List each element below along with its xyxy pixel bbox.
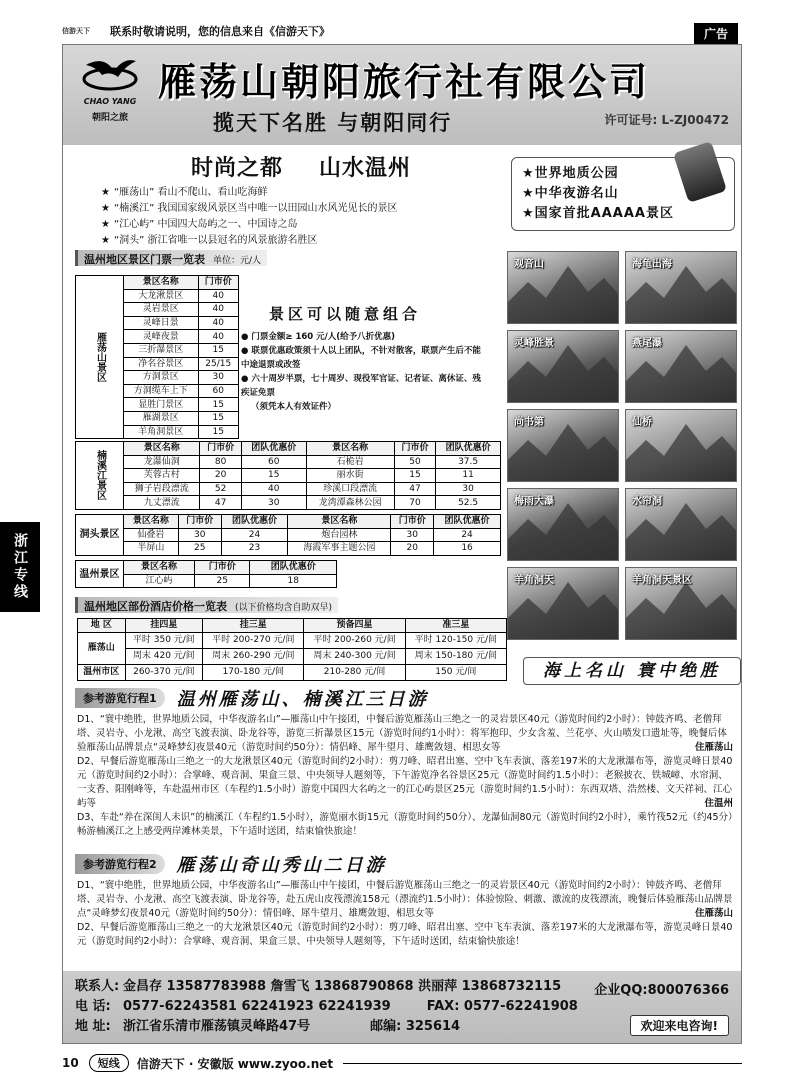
table-cell: 三折瀑景区 bbox=[124, 343, 199, 357]
photo-label: 燕尾瀑 bbox=[632, 338, 662, 349]
contact-tel bbox=[75, 997, 729, 1017]
hotel-title-text: 温州地区部份酒店价格一览表 bbox=[84, 600, 227, 613]
star-icon: ★ bbox=[101, 235, 110, 246]
table-cell: 大龙湫景区 bbox=[124, 289, 199, 303]
area-label: 温州景区 bbox=[76, 561, 124, 588]
table-cell: 24 bbox=[221, 528, 288, 542]
itinerary1-tag: 参考游览行程1 bbox=[75, 688, 165, 708]
table-row bbox=[76, 528, 501, 542]
table-cell: 25 bbox=[195, 574, 250, 588]
combo-notice bbox=[241, 303, 489, 463]
area-label: 雁荡山景区 bbox=[76, 276, 124, 439]
table-header: 门市价 bbox=[178, 515, 221, 529]
table-cell: 11 bbox=[436, 469, 501, 483]
itinerary1-title bbox=[75, 687, 429, 709]
feature-item bbox=[101, 185, 398, 201]
photo-label: 灵峰胜景 bbox=[514, 338, 554, 349]
hotel-area: 雁荡山 bbox=[78, 632, 126, 664]
ad-label: 广告 bbox=[694, 23, 738, 44]
table-header: 门市价 bbox=[200, 442, 241, 456]
swallow-icon bbox=[80, 51, 140, 93]
footer-rule bbox=[343, 1063, 742, 1064]
hotel-cell: 平时 120-150 元/间 bbox=[405, 632, 506, 648]
table-cell: 方洞景区 bbox=[124, 371, 199, 385]
table-cell: 40 bbox=[241, 482, 306, 496]
itinerary2-heading: 雁荡山奇山秀山二日游 bbox=[176, 855, 387, 876]
scenic-photo bbox=[625, 251, 737, 324]
table-cell: 60 bbox=[241, 455, 306, 469]
photo-label: 观音山 bbox=[514, 259, 544, 270]
table-cell: 25 bbox=[178, 542, 221, 556]
section-tag: 短线 bbox=[89, 1054, 129, 1072]
table-header: 团队优惠价 bbox=[241, 442, 306, 456]
stay-location: 住雁荡山 bbox=[694, 908, 733, 919]
ad-frame bbox=[62, 44, 742, 1044]
table-cell: 九丈漂流 bbox=[124, 496, 200, 510]
table-header: 门市价 bbox=[394, 442, 435, 456]
hotel-cell: 平时 350 元/间 bbox=[125, 632, 203, 648]
photo-label: 海龟出海 bbox=[632, 259, 672, 270]
top-notice: 联系时敬请说明，您的信息来自《信游天下》 bbox=[110, 25, 330, 38]
feature-text: “楠溪江” 我国国家级风景区当中唯一以田园山水风光见长的景区 bbox=[113, 203, 398, 214]
table-cell: 18 bbox=[250, 574, 337, 588]
table-cell: 灵峰夜景 bbox=[124, 330, 199, 344]
table-cell: 30 bbox=[241, 496, 306, 510]
itinerary-text: D2、早餐后游览雁荡山三绝之一的大龙湫景区40元（游览时间约2小时）：剪刀峰、昭君出塞、空中飞车表演、落差197米的大龙湫瀑布等，游览灵峰日景40元（游览时间约2小时）：合掌峰、观音洞、果盒三景、中央领导人题刻等，下午适时送团，结束愉快旅途！ bbox=[77, 922, 733, 947]
scenic-photo bbox=[507, 567, 619, 640]
feature-text: “江心屿” 中国四大岛屿之一、中国诗之岛 bbox=[113, 219, 298, 230]
feature-item bbox=[101, 233, 398, 249]
table-cell: 灵峰日景 bbox=[124, 316, 199, 330]
table-cell: 狮子岩段漂流 bbox=[124, 482, 200, 496]
nanxi-ticket-table bbox=[75, 441, 501, 510]
contact-addr-text: 浙江省乐清市雁荡镇灵峰路47号 bbox=[123, 1019, 311, 1034]
contact-tel-text: 0577-62243581 62241923 62241939 bbox=[123, 999, 391, 1014]
scenic-photo bbox=[625, 409, 737, 482]
welcome-button: 欢迎来电咨询! bbox=[630, 1015, 729, 1036]
headline-left: 时尚之都 bbox=[191, 156, 284, 181]
itinerary-text: D2、早餐后游览雁荡山三绝之一的大龙湫景区40元（游览时间约2小时）：剪刀峰、昭君出塞、空中飞车表演、落差197米的大龙湫瀑布等，游览灵峰日景40元（游览时间约2小时）：合掌峰、观音洞、果盒三景、中央领导人题刻等，下午游览净名谷景区25元（游览时间约1.5小时）：老猴披衣、铁城嶂、水帘洞、一支香、阳刚峰等，车赴温州市区（车程约1.5小时）游览中国四大名屿之一的江心屿景区25元（游览时间约1.5小时）：东西双塔、浩然楼、文天祥祠、江心屿等 bbox=[77, 756, 733, 809]
itinerary-text: D1、“寰中绝胜，世界地质公园，中华夜游名山”—雁荡山中午接团，中餐后游览雁荡山三绝之一的灵岩景区40元（游览时间约2小时）：钟鼓齐鸣、老僧拜塔、灵岩寺、小龙湫、高空飞渡表演、卧龙谷等，游览三折瀑景区15元（游览时间约1小时）：将军抱印、少女含羞、兰花亭、火山喷发口遗址等，晚餐后体验雁荡山品牌景点“灵峰梦幻夜景40元（游览时间约50分）：情侣峰、犀牛望月、雄鹰敛翅、相思女等 bbox=[77, 714, 727, 753]
table-cell: 40 bbox=[198, 303, 238, 317]
headline-right: 山水温州 bbox=[319, 156, 412, 181]
itinerary-day bbox=[77, 811, 733, 839]
area-label: 楠溪江景区 bbox=[76, 442, 124, 510]
page-footer bbox=[62, 1052, 742, 1074]
table-row bbox=[78, 664, 507, 680]
table-cell: 灵岩景区 bbox=[124, 303, 199, 317]
hotel-section-title bbox=[75, 597, 338, 613]
table-header: 景区名称 bbox=[124, 276, 199, 290]
logo-chinese: 朝阳之旅 bbox=[91, 113, 128, 123]
hotel-cell: 周末 150-180 元/间 bbox=[405, 648, 506, 664]
table-row bbox=[76, 455, 501, 469]
table-header: 门市价 bbox=[198, 276, 238, 290]
table-cell: 15 bbox=[241, 469, 306, 483]
contact-block bbox=[63, 971, 741, 1043]
scenic-photo bbox=[507, 330, 619, 403]
table-header: 团队优惠价 bbox=[221, 515, 288, 529]
dongtou-ticket-table bbox=[75, 514, 501, 556]
table-row bbox=[78, 632, 507, 648]
table-cell: 80 bbox=[200, 455, 241, 469]
table-row bbox=[78, 619, 507, 633]
table-cell: 47 bbox=[394, 482, 435, 496]
itinerary-day bbox=[77, 921, 733, 949]
honor-badge bbox=[511, 157, 735, 231]
table-cell: 23 bbox=[221, 542, 288, 556]
table-header: 景区名称 bbox=[124, 561, 195, 575]
table-cell: 15 bbox=[198, 343, 238, 357]
table-cell: 净名谷景区 bbox=[124, 357, 199, 371]
table-row bbox=[76, 496, 501, 510]
itinerary1-body bbox=[77, 713, 733, 839]
table-header: 门市价 bbox=[195, 561, 250, 575]
feature-text: “洞头” 浙江省唯一以县冠名的风景旅游名胜区 bbox=[113, 235, 318, 246]
table-cell: 15 bbox=[198, 398, 238, 412]
table-cell: 丽水街 bbox=[306, 469, 394, 483]
table-cell: 70 bbox=[394, 496, 435, 510]
table-cell: 龙湾潭森林公园 bbox=[306, 496, 394, 510]
table-cell: 30 bbox=[198, 371, 238, 385]
contact-people-text: 金昌存 13587783988 詹雪飞 13868790868 洪丽萍 13868732115 bbox=[123, 979, 562, 994]
itinerary2-body bbox=[77, 879, 733, 949]
table-row bbox=[76, 515, 501, 529]
table-header: 景区名称 bbox=[124, 442, 200, 456]
side-tab: 浙江专线 bbox=[0, 522, 40, 612]
table-row bbox=[76, 561, 337, 575]
table-cell: 15 bbox=[198, 425, 238, 439]
slogan: 揽天下名胜 与朝阳同行 bbox=[213, 110, 453, 135]
logo-english: CHAO YANG bbox=[83, 97, 137, 106]
hotel-header: 准三星 bbox=[405, 619, 506, 633]
hotel-header: 挂三星 bbox=[203, 619, 304, 633]
star-icon: ★ bbox=[101, 219, 110, 230]
scenic-photo bbox=[507, 251, 619, 324]
stay-location: 住雁荡山 bbox=[694, 742, 733, 753]
hotel-area: 温州市区 bbox=[78, 664, 126, 680]
scenic-photo bbox=[625, 488, 737, 561]
top-bar bbox=[62, 20, 742, 42]
label: 地 址: bbox=[75, 1019, 111, 1034]
itinerary1-heading: 温州雁荡山、楠溪江三日游 bbox=[176, 689, 429, 710]
table-row bbox=[76, 442, 501, 456]
header-banner bbox=[63, 45, 741, 145]
contact-postcode: 邮编: 325614 bbox=[370, 1019, 461, 1034]
brand-logo: 信游天下 bbox=[62, 27, 90, 35]
company-name: 雁荡山朝阳旅行社有限公司 bbox=[158, 59, 651, 104]
table-row bbox=[76, 542, 501, 556]
table-cell: 50 bbox=[394, 455, 435, 469]
combo-note: （须凭本人有效证件） bbox=[251, 402, 337, 412]
stay-location: 住温州 bbox=[704, 798, 733, 809]
wenzhou-ticket-table bbox=[75, 560, 337, 588]
table-cell: 海霞军事主题公园 bbox=[288, 542, 391, 556]
ticket-section-title bbox=[75, 250, 267, 266]
itinerary-text: D1、“寰中绝胜，世界地质公园，中华夜游名山”—雁荡山中午接团，中餐后游览雁荡山三绝之一的灵岩景区40元（游览时间约2小时）：钟鼓齐鸣、老僧拜塔、灵岩寺、小龙湫、高空飞渡表演、卧龙谷等，赴五虎山皮筏漂流158元（漂流约1.5小时）：体验惊险、刺激、激流的皮筏漂流，晚餐后体验雁荡山品牌景点“灵峰梦幻夜景40元（游览时间约50分）：情侣峰、犀牛望月、雄鹰敛翅、相思女等 bbox=[77, 880, 733, 919]
badge-line: ★中华夜游名山 bbox=[522, 186, 619, 201]
table-cell: 52 bbox=[200, 482, 241, 496]
scenic-photo bbox=[625, 330, 737, 403]
itinerary-day bbox=[77, 713, 733, 755]
scenic-photo bbox=[507, 488, 619, 561]
feature-list bbox=[101, 185, 398, 249]
sea-slogan: 海上名山 寰中绝胜 bbox=[523, 657, 741, 685]
table-cell: 16 bbox=[434, 542, 501, 556]
hotel-header: 预备四星 bbox=[304, 619, 405, 633]
hotel-cell: 260-370 元/间 bbox=[125, 664, 203, 680]
contact-fax: FAX: 0577-62241908 bbox=[426, 999, 578, 1014]
label: 联系人: bbox=[75, 979, 120, 994]
table-cell: 20 bbox=[200, 469, 241, 483]
feature-item bbox=[101, 201, 398, 217]
table-cell: 30 bbox=[391, 528, 434, 542]
itinerary-day bbox=[77, 879, 733, 921]
photo-label: 仙桥 bbox=[632, 417, 652, 428]
table-row bbox=[76, 469, 501, 483]
table-cell: 47 bbox=[200, 496, 241, 510]
hotel-price-table bbox=[77, 618, 507, 681]
table-row bbox=[76, 482, 501, 496]
photo-label: 水帘洞 bbox=[632, 496, 662, 507]
scenic-photo bbox=[625, 567, 737, 640]
hotel-cell: 平时 200-270 元/间 bbox=[203, 632, 304, 648]
table-cell: 37.5 bbox=[436, 455, 501, 469]
photo-label: 羊角洞天 bbox=[514, 575, 554, 586]
itinerary-text: D3、车赴“养在深闺人未识”的楠溪江（车程约1.5小时），游览丽水街15元（游览时间约50分）、龙瀑仙洞80元（游览时间约2小时），乘竹筏52元（约45分）畅游楠溪江之上感受两岸滩林美景，下午适时送团，结束愉快旅途！ bbox=[77, 812, 733, 837]
table-cell: 20 bbox=[391, 542, 434, 556]
table-cell: 羊角洞景区 bbox=[124, 425, 199, 439]
headline bbox=[191, 151, 411, 182]
photo-label: 尚书第 bbox=[514, 417, 544, 428]
table-cell: 珍溪口段漂流 bbox=[306, 482, 394, 496]
table-cell: 龙瀑仙洞 bbox=[124, 455, 200, 469]
table-header: 景区名称 bbox=[124, 515, 179, 529]
table-cell: 15 bbox=[394, 469, 435, 483]
table-row bbox=[78, 648, 507, 664]
hotel-cell: 150 元/间 bbox=[405, 664, 506, 680]
combo-note: ● 六十周岁半票，七十周岁、现役军官证、记者证、离休证、残疾证免票 bbox=[241, 374, 481, 398]
hotel-header: 地 区 bbox=[78, 619, 126, 633]
yandang-ticket-table bbox=[75, 275, 239, 439]
combo-title: 景区可以随意组合 bbox=[269, 305, 422, 323]
label: 电 话: bbox=[75, 999, 111, 1014]
table-cell: 15 bbox=[198, 411, 238, 425]
contact-qq: 企业QQ:800076366 bbox=[594, 983, 729, 998]
company-logo bbox=[71, 51, 149, 127]
table-cell: 30 bbox=[178, 528, 221, 542]
hotel-note: (以下价格均含自助双早) bbox=[235, 603, 333, 613]
table-cell: 江心屿 bbox=[124, 574, 195, 588]
itinerary2-title bbox=[75, 853, 387, 875]
combo-note: ● 门票金额≥ 160 元/人(给予八折优惠) bbox=[241, 332, 396, 342]
table-cell: 40 bbox=[198, 330, 238, 344]
table-header: 景区名称 bbox=[288, 515, 391, 529]
page-number: 10 bbox=[62, 1056, 79, 1070]
table-cell: 雁湖景区 bbox=[124, 411, 199, 425]
scenic-photo bbox=[507, 409, 619, 482]
table-cell: 30 bbox=[436, 482, 501, 496]
table-cell: 半屏山 bbox=[124, 542, 179, 556]
table-cell: 25/15 bbox=[198, 357, 238, 371]
ticket-title-text: 温州地区景区门票一览表 bbox=[84, 253, 205, 266]
ticket-unit: 单位：元/人 bbox=[213, 256, 262, 266]
table-cell: 石桅岩 bbox=[306, 455, 394, 469]
badge-line: ★世界地质公园 bbox=[522, 166, 619, 181]
combo-note: ● 联票优惠政策须十人以上团队，不针对散客，联票产生后不能中途退票或改签 bbox=[241, 346, 481, 370]
badge-line: ★国家首批AAAAA景区 bbox=[522, 206, 674, 221]
star-icon: ★ bbox=[101, 203, 110, 214]
feature-text: “雁荡山” 看山不爬山、看山吃海鲜 bbox=[113, 187, 268, 198]
table-cell: 方洞缆车上下 bbox=[124, 384, 199, 398]
hotel-cell: 周末 240-300 元/间 bbox=[304, 648, 405, 664]
table-cell: 仙叠岩 bbox=[124, 528, 179, 542]
table-cell: 显胜门景区 bbox=[124, 398, 199, 412]
hotel-cell: 170-180 元/间 bbox=[203, 664, 304, 680]
table-row bbox=[76, 276, 239, 290]
itinerary-day bbox=[77, 755, 733, 811]
hotel-header: 挂四星 bbox=[125, 619, 203, 633]
table-header: 团队优惠价 bbox=[436, 442, 501, 456]
hotel-cell: 210-280 元/间 bbox=[304, 664, 405, 680]
table-header: 景区名称 bbox=[306, 442, 394, 456]
publication: 信游天下 · 安徽版 www.zyoo.net bbox=[136, 1056, 334, 1071]
feature-item bbox=[101, 217, 398, 233]
star-icon: ★ bbox=[101, 187, 110, 198]
table-cell: 52.5 bbox=[436, 496, 501, 510]
itinerary2-tag: 参考游览行程2 bbox=[75, 854, 165, 874]
table-cell: 40 bbox=[198, 316, 238, 330]
photo-label: 羊角洞天景区 bbox=[632, 575, 692, 586]
photo-label: 梅雨大瀑 bbox=[514, 496, 554, 507]
table-cell: 60 bbox=[198, 384, 238, 398]
table-cell: 炮台园林 bbox=[288, 528, 391, 542]
table-cell: 40 bbox=[198, 289, 238, 303]
table-header: 团队优惠价 bbox=[434, 515, 501, 529]
table-cell: 芙蓉古村 bbox=[124, 469, 200, 483]
area-label: 洞头景区 bbox=[76, 515, 124, 556]
hotel-cell: 周末 260-290 元/间 bbox=[203, 648, 304, 664]
table-header: 团队优惠价 bbox=[250, 561, 337, 575]
license-number: 许可证号: L-ZJ00472 bbox=[604, 113, 729, 127]
hotel-cell: 周末 420 元/间 bbox=[125, 648, 203, 664]
table-cell: 24 bbox=[434, 528, 501, 542]
hotel-cell: 平时 200-260 元/间 bbox=[304, 632, 405, 648]
table-header: 门市价 bbox=[391, 515, 434, 529]
